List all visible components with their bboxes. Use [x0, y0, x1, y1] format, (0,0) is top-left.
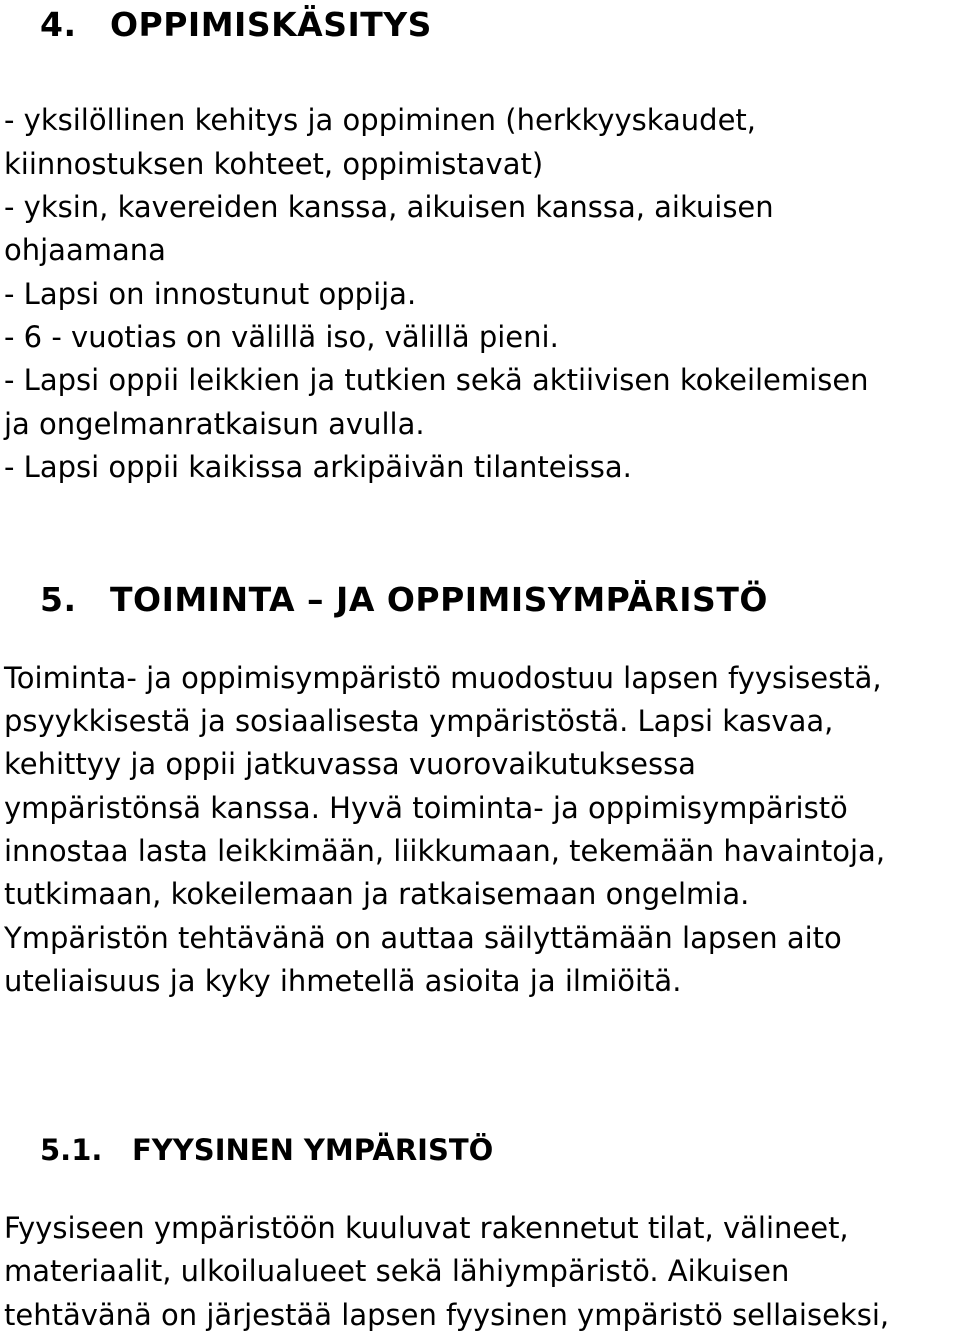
- section-4-heading: [40, 5, 432, 44]
- section-5-line: uteliaisuus ja kyky ihmetellä asioita ja ilmiöitä.: [4, 964, 682, 998]
- section-5-1-line: Fyysiseen ympäristöön kuuluvat rakennetut tilat, välineet,: [4, 1211, 849, 1245]
- section-5-line: Toiminta- ja oppimisympäristö muodostuu lapsen fyysisestä,: [4, 661, 882, 695]
- section-5-number: 5.: [40, 580, 77, 619]
- section-4-line: ohjaamana: [4, 233, 166, 267]
- section-5-line: psyykkisestä ja sosiaalisesta ympäristöstä. Lapsi kasvaa,: [4, 704, 834, 738]
- section-5-1-number: 5.1.: [40, 1133, 103, 1167]
- section-4-line: kiinnostuksen kohteet, oppimistavat): [4, 147, 544, 181]
- section-4-line: - yksin, kavereiden kanssa, aikuisen kanssa, aikuisen: [4, 190, 774, 224]
- section-5-1-title: FYYSINEN YMPÄRISTÖ: [132, 1133, 494, 1167]
- section-5-1-heading: [40, 1133, 493, 1167]
- section-4-title: OPPIMISKÄSITYS: [110, 5, 432, 44]
- section-5-line: innostaa lasta leikkimään, liikkumaan, tekemään havaintoja,: [4, 834, 886, 868]
- section-4-line: - Lapsi on innostunut oppija.: [4, 277, 417, 311]
- section-5-line: kehittyy ja oppii jatkuvassa vuorovaikutuksessa: [4, 747, 696, 781]
- section-4-line: - Lapsi oppii leikkien ja tutkien sekä aktiivisen kokeilemisen: [4, 363, 869, 397]
- section-5-1-line: materiaalit, ulkoilualueet sekä lähiympäristö. Aikuisen: [4, 1254, 790, 1288]
- section-4-line: ja ongelmanratkaisun avulla.: [4, 407, 425, 441]
- section-4-line: - Lapsi oppii kaikissa arkipäivän tilanteissa.: [4, 450, 632, 484]
- section-5-line: Ympäristön tehtävänä on auttaa säilyttämään lapsen aito: [4, 921, 842, 955]
- section-5-1-line: tehtävänä on järjestää lapsen fyysinen ympäristö sellaiseksi,: [4, 1298, 890, 1332]
- section-4-number: 4.: [40, 5, 77, 44]
- section-5-heading: [40, 580, 768, 619]
- section-5-line: ympäristönsä kanssa. Hyvä toiminta- ja oppimisympäristö: [4, 791, 848, 825]
- section-5-line: tutkimaan, kokeilemaan ja ratkaisemaan ongelmia.: [4, 877, 750, 911]
- section-4-line: - 6 - vuotias on välillä iso, välillä pieni.: [4, 320, 559, 354]
- section-5-title: TOIMINTA – JA OPPIMISYMPÄRISTÖ: [110, 580, 768, 619]
- section-4-line: - yksilöllinen kehitys ja oppiminen (herkkyyskaudet,: [4, 103, 757, 137]
